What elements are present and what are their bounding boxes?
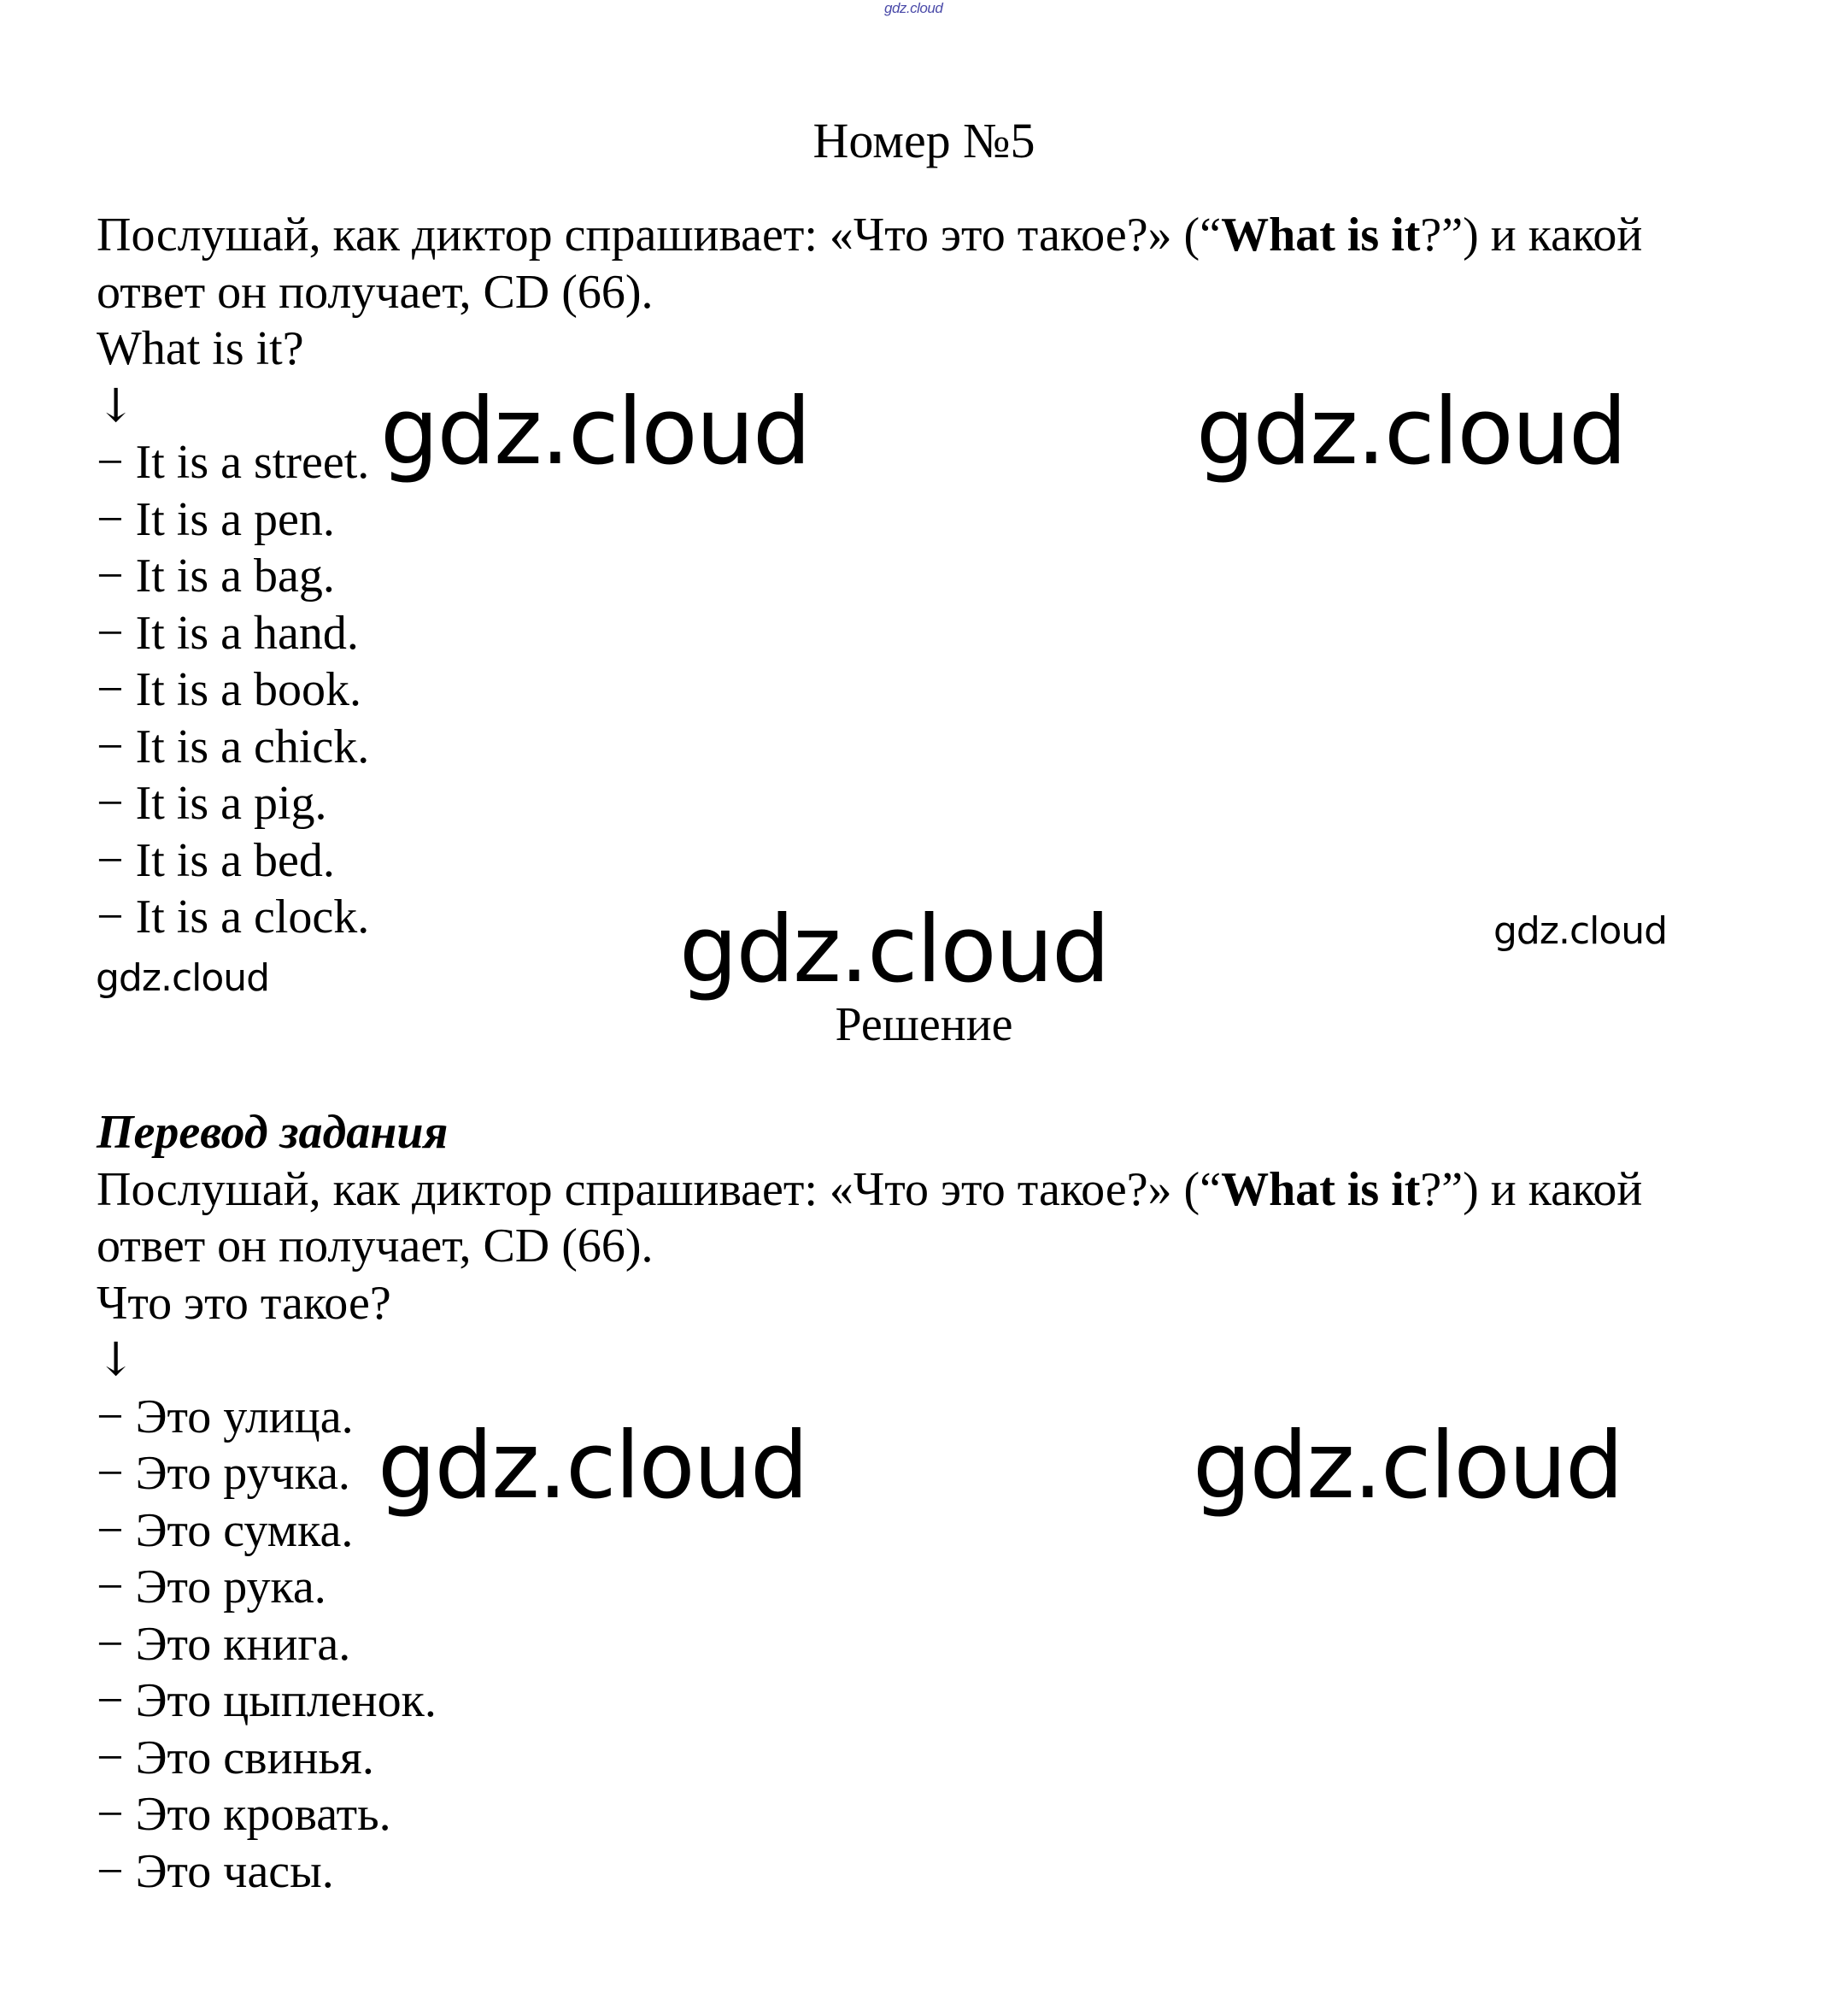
task-intro-line2: ответ он получает, CD (66). [97, 265, 654, 319]
translation-answer: − Это свинья. [97, 1731, 374, 1784]
translation-answer: − Это часы. [97, 1844, 334, 1898]
task-intro-text-a: Послушай, как диктор спрашивает: «Что это такое?» (“ [97, 209, 1222, 262]
task-intro-line1 [97, 207, 1805, 264]
task-question: What is it? [97, 322, 304, 375]
translation-answer: − Это улица. [97, 1390, 354, 1443]
watermark: gdz.cloud [378, 1413, 807, 1519]
translation-answer: − Это сумка. [97, 1503, 354, 1557]
watermark: gdz.cloud [679, 896, 1109, 1003]
task-answer: − It is a pig. [97, 777, 327, 830]
down-arrow-icon: ↓ [97, 378, 136, 432]
task-answer: − It is a clock. [97, 890, 370, 943]
translation-answer: − Это цыпленок. [97, 1674, 437, 1727]
top-watermark: gdz.cloud [884, 0, 943, 16]
translation-question: Что это такое? [97, 1276, 391, 1330]
task-answer: − It is a chick. [97, 720, 370, 773]
task-answer: − It is a pen. [97, 492, 335, 546]
task-section [97, 207, 1805, 946]
translation-answer: − Это ручка. [97, 1447, 350, 1500]
translation-intro-line2: ответ он получает, CD (66). [97, 1220, 654, 1272]
translation-answer: − Это рука. [97, 1560, 326, 1613]
watermark: gdz.cloud [96, 956, 270, 1000]
task-answer: − It is a bag. [97, 550, 335, 602]
page-title: Номер №5 [813, 113, 1035, 168]
task-answer: − It is a street. [97, 436, 370, 489]
task-answer: − It is a hand. [97, 606, 359, 660]
watermark: gdz.cloud [1196, 379, 1626, 485]
translation-answer: − Это кровать. [97, 1788, 391, 1841]
translation-intro-bold: What is it [1221, 1162, 1421, 1216]
task-intro-bold: What is it [1221, 209, 1421, 262]
task-answer: − It is a bed. [97, 833, 335, 887]
translation-intro-line1 [97, 1161, 1805, 1219]
watermark: gdz.cloud [1493, 909, 1668, 953]
task-intro-text-b: ?”) и какой [1420, 209, 1643, 262]
solution-label: Решение [835, 998, 1013, 1051]
translation-heading: Перевод задания [97, 1106, 449, 1159]
translation-intro-text-b: ?”) и какой [1420, 1162, 1643, 1216]
task-answer: − It is a book. [97, 663, 361, 716]
watermark: gdz.cloud [380, 379, 810, 485]
translation-answer: − Это книга. [97, 1617, 351, 1671]
translation-intro-text-a: Послушай, как диктор спрашивает: «Что это такое?» (“ [97, 1162, 1222, 1216]
down-arrow-icon: ↓ [97, 1332, 136, 1386]
watermark: gdz.cloud [1193, 1413, 1622, 1519]
